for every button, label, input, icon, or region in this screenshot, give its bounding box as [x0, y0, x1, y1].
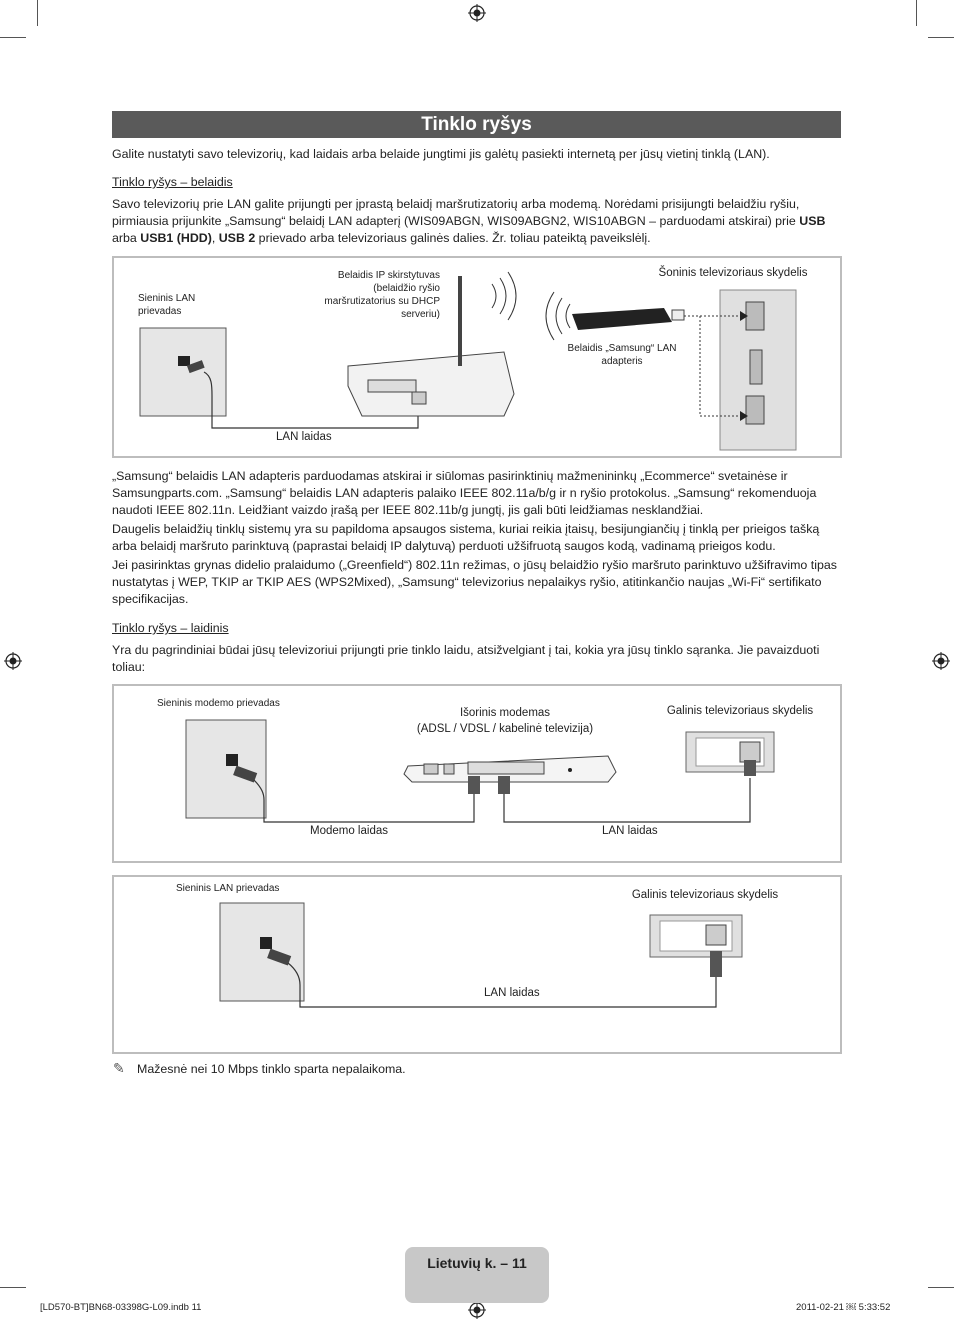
wireless-text: Savo televizorių prie LAN galite prijungti per įprastą belaidį maršrutizatorių arba modemą. Norėdami prisijungti belaidžiu ryšiu, pirmiausia prijunkite „Samsung“ belaidį LAN adapterį (WIS09ABGN, WIS09ABGN2, WIS10ABGN – parduodami atskirai) prie [112, 197, 800, 228]
lan-cable-label: LAN laidas [484, 987, 540, 999]
router-label: Belaidis IP skirstytuvas (belaidžio ryšio maršrutizatorius su DHCP serveriu) [324, 270, 440, 320]
wall-lan-port-label: Sieninis LAN prievadas [176, 883, 280, 894]
intro-text: Galite nustatyti savo televizorių, kad laidais arba belaide jungtimi jis galėtų pasiekti internetą per jūsų vietinį tinklą (LAN). [112, 147, 770, 161]
page-number-tab [405, 1247, 549, 1303]
modem-types-label: (ADSL / VDSL / kabelinė televizija) [416, 723, 594, 735]
note-icon: ✎ [113, 1060, 125, 1076]
side-panel-label: Šoninis televizoriaus skydelis [658, 267, 808, 279]
modem-cable-label: Modemo laidas [310, 825, 388, 837]
usb2-label: USB 2 [218, 231, 256, 245]
page-number: Lietuvių k. – 11 [427, 1255, 527, 1271]
wired-diagram-wall-art [112, 875, 838, 1050]
wireless-adapter-info: „Samsung“ belaidis LAN adapteris parduodamas atskirai ir siūlomas pasirinktinių mažmenininkų „Ecommerce“ svetainėse ir Samsungparts.com. „Samsung“ belaidis LAN adapteris palaiko IEEE 802.11a/b/g ir n ryšio protokolus. „Samsung“ rekomenduoja naudoti IEEE 802.11n. Leidžiant vaizdo įrašą per IEEE 802.11b/g jungtį, jis gali būti leidžiamas nesklandžiai. [112, 469, 817, 517]
wireless-diagram-art [112, 256, 838, 454]
usb1-label: USB1 (HDD) [140, 231, 212, 245]
wall-plate [186, 720, 266, 818]
wired-intro: Yra du pagrindiniai būdai jūsų televizoriui prijungti prie tinklo laidu, atsižvelgiant į tai, kokia yra jūsų tinklo sąranka. Jie pavaizduoti toliau: [112, 643, 820, 674]
section-heading-wired: Tinklo ryšys – laidinis [112, 621, 229, 635]
crop-mark [0, 1287, 26, 1288]
text-fragment: arba [112, 231, 141, 245]
page-title: Tinklo ryšys [112, 111, 841, 138]
wall-plate [220, 903, 304, 1001]
note-text: Mažesnė nei 10 Mbps tinklo sparta nepalaikoma. [137, 1062, 406, 1076]
wireless-text-end: prievado arba televizoriaus galinės dalies. Žr. toliau pateiktą paveikslėlį. [255, 231, 651, 245]
crop-mark [0, 37, 26, 38]
crop-mark [928, 37, 954, 38]
wireless-security-info: Daugelis belaidžių tinklų sistemų yra su papildoma apsaugos sistema, kuriai reikia įtaisų, besijungiančių į tinklą per prieigos tašką arba belaidį maršruto parinktuvą (paprastai belaidį IP dalytuvą) perduoti užšifruotą saugos kodą, vadinamą prieigos kodu. [112, 522, 820, 553]
modem-label: Išorinis modemas [459, 707, 551, 719]
greenfield-info: Jei pasirinktas grynas didelio pralaidumo („Greenfield“) 802.11n režimas, o jūsų belaidžio ryšio maršruto parinktuvo užšifravimo tipas nustatytas į WEP, TKIP ar TKIP AES (WPS2Mixed), „Samsung“ televizorius nepalaikys ryšio, atitinkančio naujas „Wi-Fi“ sertifikato specifikacijas. [112, 558, 837, 606]
crop-mark [37, 0, 38, 26]
wireless-paragraph [112, 196, 842, 247]
wired-diagram-modem-art [112, 684, 838, 859]
wall-lan-port-label: Sieninis LAN prievadas [138, 293, 196, 317]
registration-mark-icon [932, 652, 950, 670]
section-heading-wireless: Tinklo ryšys – belaidis [112, 175, 233, 189]
registration-mark-icon [468, 1301, 486, 1319]
crop-mark [916, 0, 917, 26]
text-fragment: , [211, 231, 219, 245]
wall-modem-port-label: Sieninis modemo prievadas [157, 698, 280, 709]
usb-label: USB [799, 214, 826, 228]
wall-plate [140, 328, 226, 416]
rear-panel-label: Galinis televizoriaus skydelis [631, 889, 779, 901]
lan-cable-label: LAN laidas [276, 431, 332, 443]
wireless-adapter [572, 308, 672, 330]
lan-cable-label: LAN laidas [602, 825, 658, 837]
registration-mark-icon [468, 4, 486, 22]
rear-panel-label: Galinis televizoriaus skydelis [666, 705, 814, 717]
adapter-label: Belaidis „Samsung“ LAN adapteris [567, 343, 677, 367]
print-date: 2011-02-21 ￼ 5:33:52 [796, 1302, 891, 1313]
crop-mark [928, 1287, 954, 1288]
file-info: [LD570-BT]BN68-03398G-L09.indb 11 [40, 1302, 202, 1313]
registration-mark-icon [4, 652, 22, 670]
